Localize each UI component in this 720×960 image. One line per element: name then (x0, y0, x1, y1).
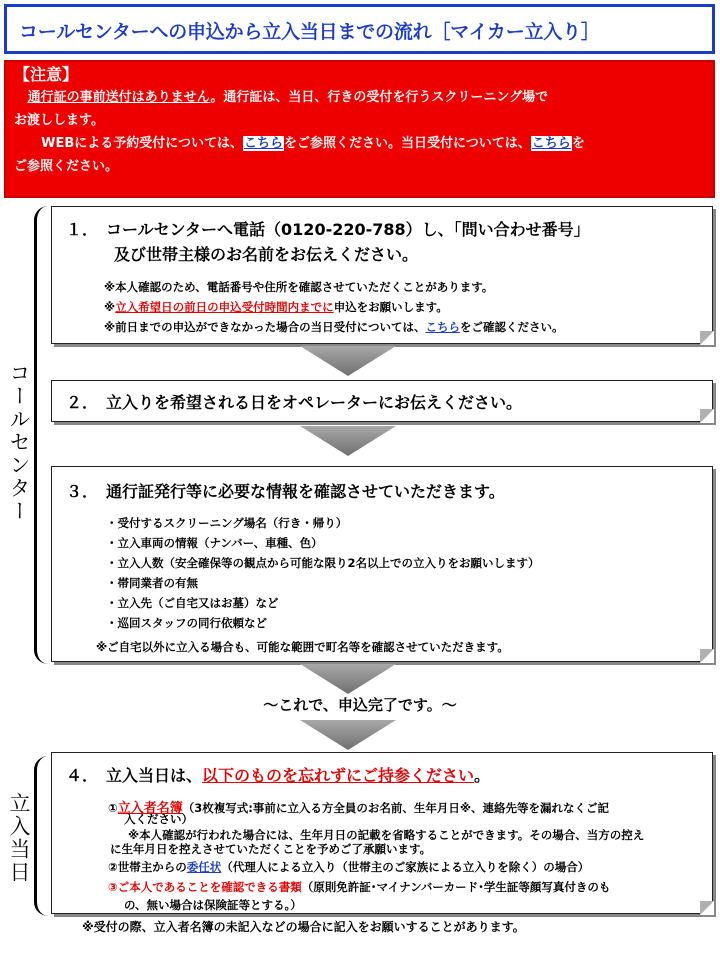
warning-suffix-text: を (571, 136, 585, 151)
step3-title: ３． 通行証発行等に必要な情報を確認させていただきます。 (66, 482, 505, 501)
step4-item2-prefix: ②世帯主からの (108, 860, 187, 874)
id-document-label: ご本人であることを確認できる書類 (117, 880, 302, 894)
call-center-label: コールセンター (7, 362, 31, 523)
step4-title-emphasis: 以下のものを忘れずにご持参ください (202, 766, 475, 785)
page-fold-corner (700, 409, 714, 423)
step1-note3-prefix: ※前日までの申込ができなかった場合の当日受付については、 (104, 320, 426, 334)
visit-day-bracket (34, 756, 48, 916)
warning-heading: 【注意】 (14, 65, 79, 84)
step4-title-prefix: ４． 立入当日は、 (66, 766, 203, 785)
step1-title-line2: 及び世帯主様のお名前をお伝えください。 (114, 245, 419, 264)
step1-note2-rest: 申込をお願いします。 (333, 300, 448, 314)
step3-item-headcount: ・立入人数（安全確保等の観点から可能な限り2名以上での立入りをお願いします） (106, 556, 540, 570)
down-arrow-3 (300, 664, 396, 694)
step1-note1: ※本人確認のため、電話番号や住所を確認させていただくことがあります。 (104, 280, 494, 294)
call-center-bracket (34, 206, 48, 664)
visitor-list-label: 立入者名簿 (117, 801, 183, 816)
step4-item3-line1: （原則免許証･マイナンバーカード･学生証等顔写真付きのも (301, 880, 611, 894)
step3-item-destination: ・立入先（ご自宅又はお墓）など (106, 596, 279, 610)
step1-same-day-link[interactable]: こちら (425, 320, 460, 334)
step3-note: ※ご自宅以外に立入る場合も、可能な範囲で町名等を確認させていただきます。 (96, 640, 509, 654)
warning-line3 (14, 132, 705, 155)
step4-item1-line2: 入ください） (124, 812, 193, 826)
step4-item1-line1: （3枚複写式:事前に立入る方全員のお名前、生年月日※、連絡先等を漏れなくご記 (182, 801, 610, 815)
warning-box (4, 60, 715, 198)
step3-item-contractor: ・帯同業者の有無 (106, 576, 198, 590)
step4-box (51, 752, 713, 914)
step4-item3-num: ③ (108, 880, 118, 894)
step3-item-staff: ・巡回スタッフの同行依頼など (106, 616, 267, 630)
down-arrow-1 (300, 346, 396, 376)
page-fold-corner (700, 901, 714, 915)
step1-title-line1: １． コールセンターへ電話（0120-220-788）し、「問い合わせ番号」 (66, 220, 590, 239)
step4-title (66, 763, 490, 786)
warning-middle-text: をご参照ください。当日受付については、 (284, 136, 531, 151)
step1-note3-suffix: をご確認ください。 (459, 320, 564, 334)
warning-line4: ご参照ください。 (14, 159, 119, 174)
web-reservation-link[interactable]: こちら (244, 136, 284, 151)
step3-item-screening: ・受付するスクリーニング場名（行き・帰り） (106, 516, 348, 530)
step4-title-suffix: 。 (474, 766, 491, 785)
step2-box (51, 380, 713, 422)
down-arrow-4 (300, 720, 396, 750)
page-title-box (4, 4, 715, 54)
step3-item-vehicle: ・立入車両の情報（ナンバー、車種、色） (106, 536, 323, 550)
step4-item3 (108, 879, 610, 895)
step3-box (51, 466, 713, 662)
warning-no-pass-notice: 通行証の事前送付はありません (27, 90, 211, 105)
step4-item1-num: ① (108, 801, 118, 815)
step1-note3 (104, 319, 563, 335)
step4-item2 (108, 859, 589, 875)
page-fold-corner (700, 331, 714, 345)
footer-note: ※受付の際、立入者名簿の未記入などの場合に記入をお願いすることがあります。 (82, 920, 525, 934)
step4-item3-line2: の、無い場合は保険証等とする。） (124, 898, 302, 912)
warning-line1-rest: 。通行証は、当日、行きの受付を行うスクリーニング場で (210, 90, 549, 105)
step4-item2-rest: （代理人による立入り（世帯主のご家族による立入りを除く）の場合） (221, 860, 590, 874)
step1-deadline-text: 立入希望日の前日の申込受付時間内までに (115, 300, 334, 314)
application-complete-text: ～これで、申込完了です。～ (263, 696, 457, 714)
page-title: コールセンターへの申込から立入当日までの流れ［マイカー立入り］ (19, 21, 600, 43)
step1-box (51, 206, 713, 344)
warning-web-text: WEBによる予約受付については、 (41, 136, 244, 151)
same-day-reception-link[interactable]: こちら (531, 136, 571, 151)
page-fold-corner (700, 649, 714, 663)
visit-day-label: 立入当日 (7, 792, 31, 884)
warning-line1 (14, 86, 705, 109)
step1-note2 (104, 299, 448, 315)
step2-title: ２． 立入りを希望される日をオペレーターにお伝えください。 (66, 393, 523, 412)
down-arrow-2 (300, 426, 396, 456)
step4-item1-note2: に生年月日を控えさせていただくことを予めご了承願います。 (110, 842, 432, 856)
warning-line2: お渡しします。 (14, 113, 104, 128)
step4-item1-note1: ※本人確認が行われた場合には、生年月日の記載を省略することができます。その場合、当方の控え (128, 828, 645, 842)
step1-note2-mark: ※ (104, 300, 116, 314)
power-of-attorney-link[interactable]: 委任状 (186, 860, 222, 874)
